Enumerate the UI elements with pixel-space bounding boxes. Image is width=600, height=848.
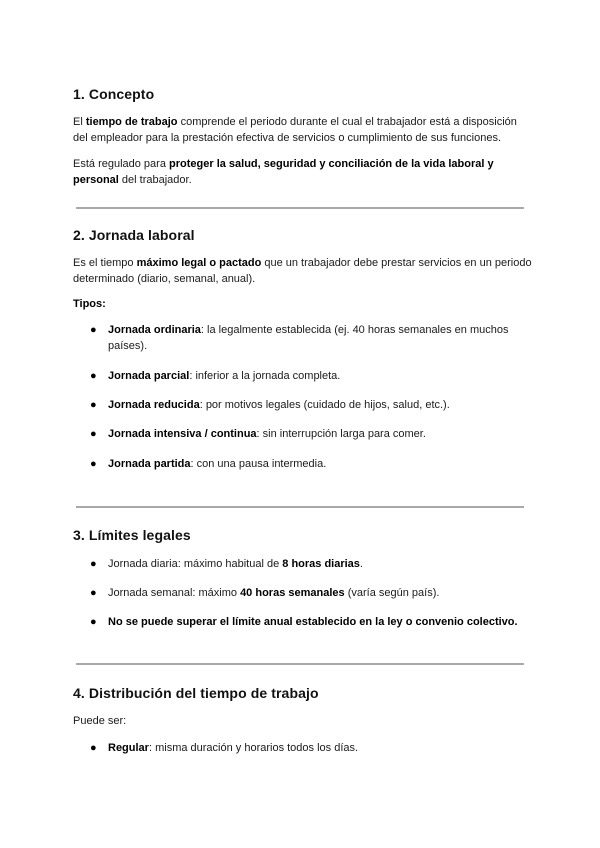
bullet-icon: ●: [90, 742, 97, 754]
document-page: 1. Concepto El tiempo de trabajo comprende el periodo durante el cual el trabajador está a disposición del empleador para la prestación efectiva de servicios o cumplimiento de sus funciones. Está regulado para proteger la salud, seguridad y conciliación de la vida laboral y personal del trabajador. 2. Jornada laboral Es el tiempo máximo legal o pactado que un trabajador debe prestar servicios en un periodo determinado (diario, semanal, anual). Tipos: ● Jornada ordinaria: la legalmente establecida (ej. 40 horas semanales en muchos países). ● Jornada parcial: inferior a la jornada completa. ● Jornada reducida: por motivos legales (cuidado de hijos, salud, etc.). ● Jornada intensiva / continua: sin interrupción larga para comer. ● Jornada partida: con una pausa intermedia. 3. Límites legales ● Jornada diaria: máximo habitual de 8 horas diarias. ● Jornada semanal: máximo 40 horas semanales (varía según país). ● No se puede superar el límite anual establecido en la ley o convenio colectivo. 4. Distribución del tiempo de trabajo Puede ser: ● Regular: misma duración y horarios todos los días.: [73, 86, 532, 754]
section-4-title: 4. Distribución del tiempo de trabajo: [73, 685, 319, 701]
section-2-title: 2. Jornada laboral: [73, 227, 195, 243]
bullet-icon: ●: [90, 399, 97, 411]
tipos-label: Tipos:: [73, 298, 106, 310]
bullet-icon: ●: [90, 458, 97, 470]
bullet-icon: ●: [90, 587, 97, 599]
section-divider: [76, 663, 524, 665]
bullet-icon: ●: [90, 616, 97, 628]
section-4-intro: Puede ser:: [73, 715, 127, 727]
bullet-icon: ●: [90, 428, 97, 440]
bullet-icon: ●: [90, 324, 97, 336]
section-divider: [76, 506, 524, 508]
bullet-icon: ●: [90, 370, 97, 382]
section-2-paragraph-1: Es el tiempo máximo legal o pactado que un trabajador debe prestar servicios en un periodo determinado (diario, semanal, anual).: [73, 257, 532, 285]
section-3-title: 3. Límites legales: [73, 527, 191, 543]
bullet-icon: ●: [90, 558, 97, 570]
section-divider: [76, 207, 524, 209]
section-1-title: 1. Concepto: [73, 86, 155, 102]
section-1-paragraph-2: Está regulado para proteger la salud, seguridad y conciliación de la vida laboral y personal del trabajador.: [73, 158, 494, 186]
section-1-paragraph-1: El tiempo de trabajo comprende el periodo durante el cual el trabajador está a disposición del empleador para la prestación efectiva de servicios o cumplimiento de sus funciones.: [73, 116, 517, 144]
